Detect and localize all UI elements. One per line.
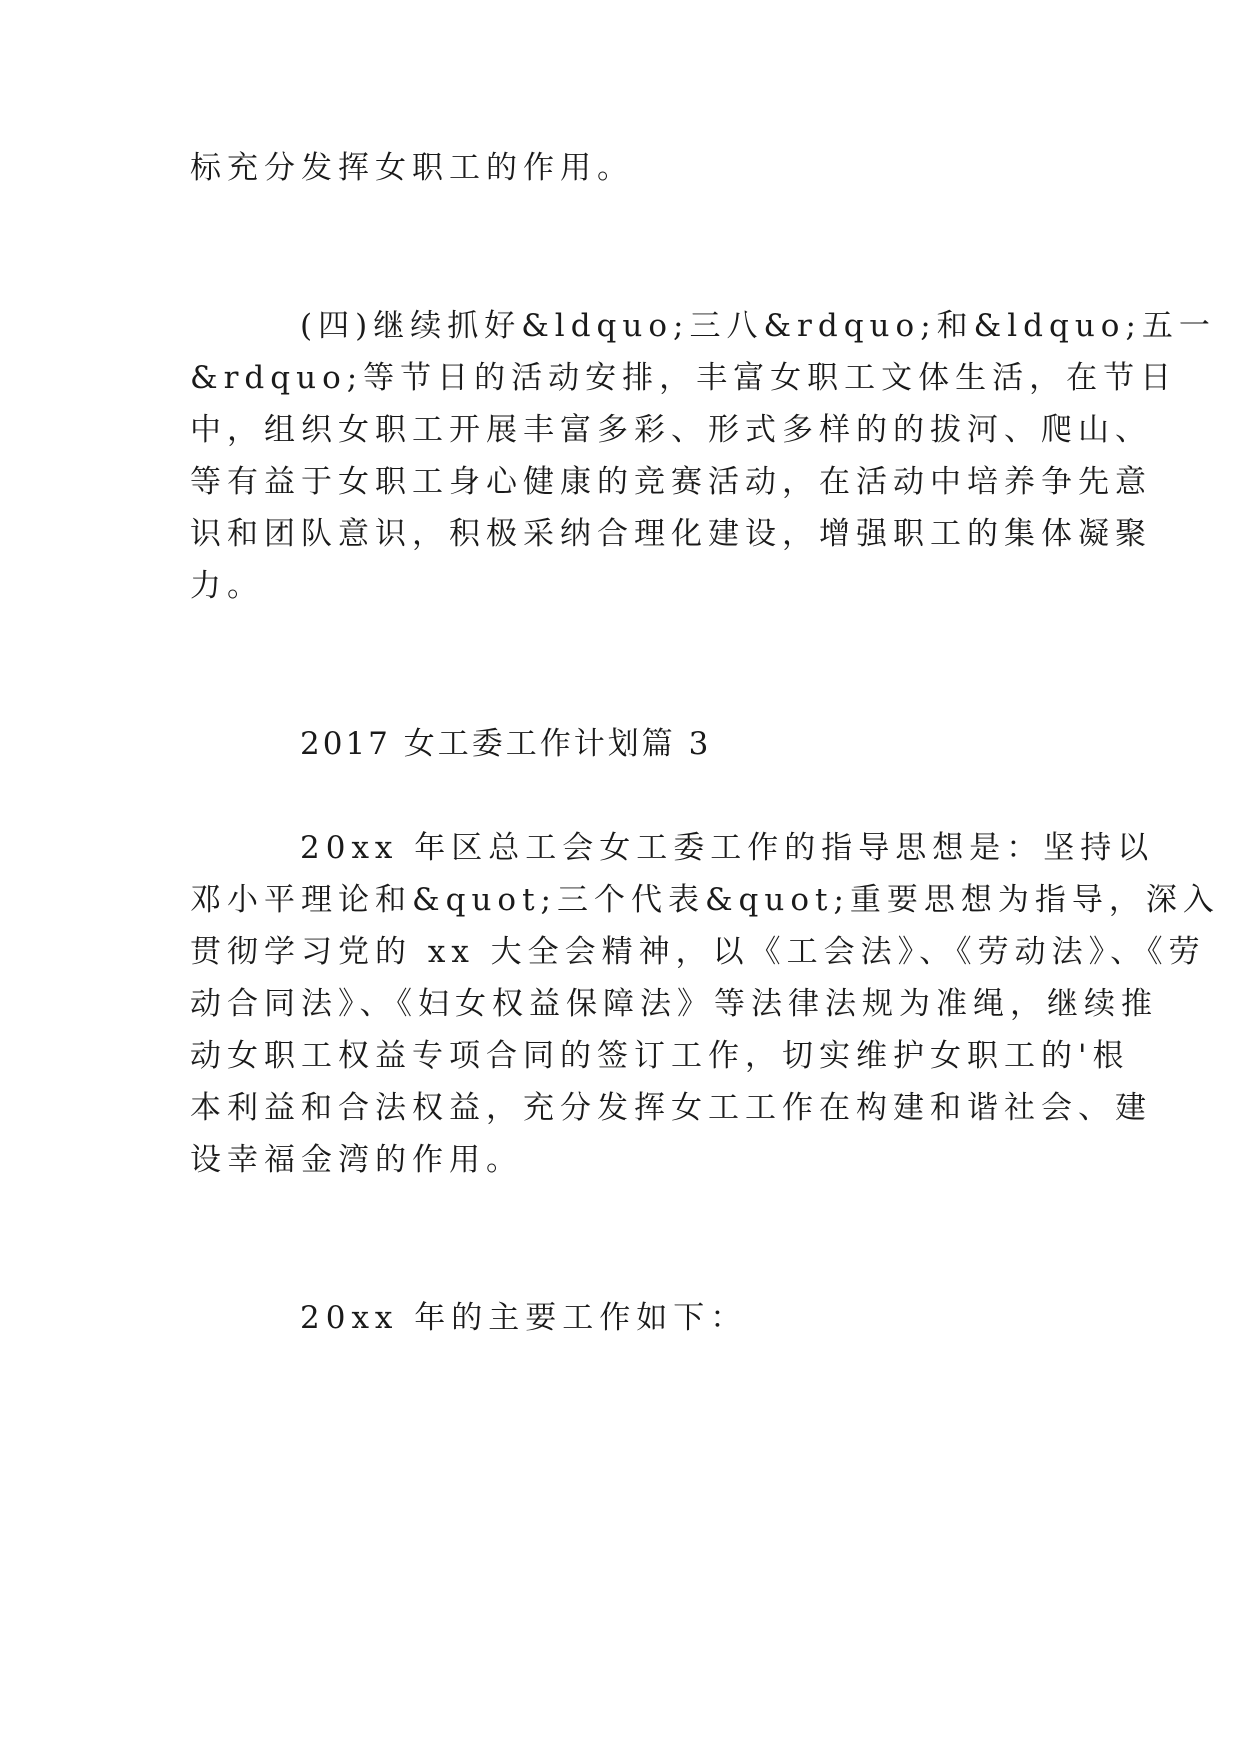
paragraph-line: 邓小平理论和&quot;三个代表&quot;重要思想为指导，深入 <box>190 882 1220 918</box>
paragraph-line: 识和团队意识，积极采纳合理化建设，增强职工的集体凝聚 <box>190 516 1152 552</box>
paragraph-line: (四)继续抓好&ldquo;三八&rdquo;和&ldquo;五一 <box>300 308 1216 344</box>
paragraph-line: 20xx 年区总工会女工委工作的指导思想是：坚持以 <box>300 830 1155 866</box>
paragraph-line: 本利益和合法权益，充分发挥女工工作在构建和谐社会、建 <box>190 1090 1152 1126</box>
paragraph-line: 等有益于女职工身心健康的竞赛活动，在活动中培养争先意 <box>190 464 1152 500</box>
paragraph-line: 动女职工权益专项合同的签订工作，切实维护女职工的'根 <box>190 1038 1130 1074</box>
paragraph-line: 标充分发挥女职工的作用。 <box>190 150 634 186</box>
paragraph-line: 中，组织女职工开展丰富多彩、形式多样的的拔河、爬山、 <box>190 412 1152 448</box>
paragraph-line: 设幸福金湾的作用。 <box>190 1142 523 1178</box>
paragraph-line: 动合同法》、《妇女权益保障法》等法律法规为准绳，继续推 <box>190 986 1158 1022</box>
paragraph-line: 力。 <box>190 568 264 604</box>
paragraph-line: 贯彻学习党的 xx 大全会精神，以《工会法》、《劳动法》、《劳 <box>190 934 1206 970</box>
section-heading: 2017 女工委工作计划篇 3 <box>300 726 712 762</box>
paragraph-line: 20xx 年的主要工作如下： <box>300 1300 748 1336</box>
paragraph-line: &rdquo;等节日的活动安排，丰富女职工文体生活，在节日 <box>190 360 1178 396</box>
